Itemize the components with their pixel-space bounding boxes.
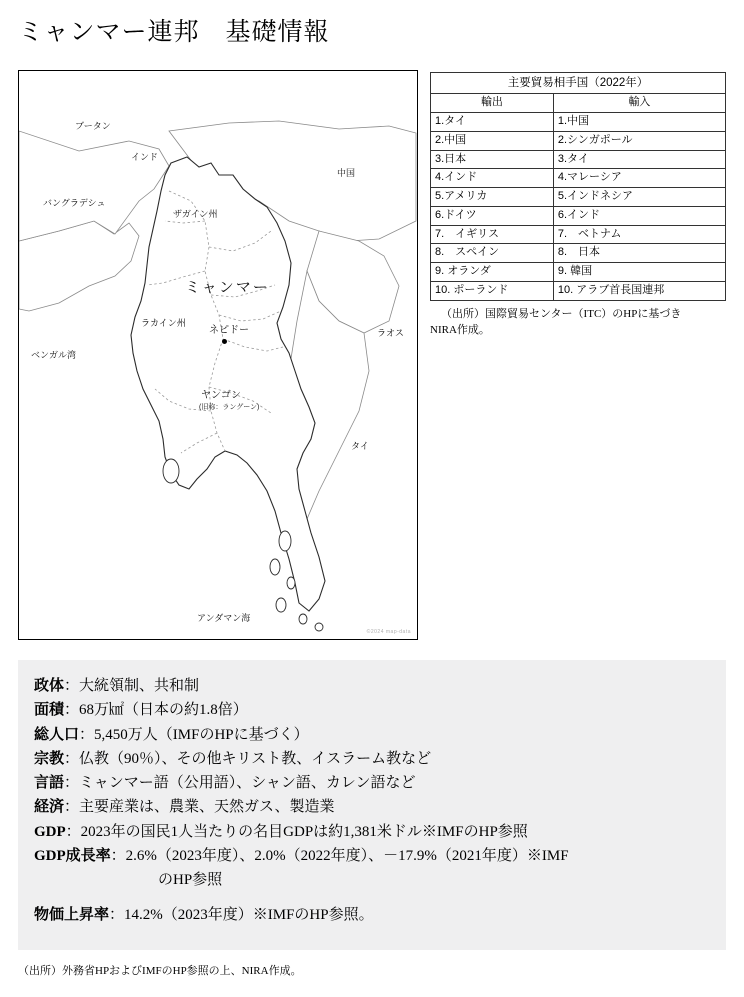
map-label-andaman-sea: アンダマン海	[197, 613, 251, 623]
map-label-laos: ラオス	[377, 328, 404, 338]
trade-source-line1: （出所）国際貿易センター（ITC）のHPに基づき	[441, 307, 682, 320]
import-rank-3: 3.タイ	[553, 150, 725, 169]
fact-gdp-growth	[34, 844, 710, 868]
table-row	[431, 206, 726, 225]
fact-gdp-growth-continuation: のHP参照	[158, 872, 223, 889]
fact-value: ：5,450万人（IMFのHPに基づく）	[79, 726, 309, 743]
import-rank-1: 1.中国	[553, 113, 725, 132]
page-title: ミャンマー連邦 基礎情報	[18, 19, 330, 46]
fact-value: ：大統領制、共和制	[64, 678, 200, 694]
import-rank-7: 7. ベトナム	[553, 225, 725, 244]
map-label-bengal-bay: ベンガル湾	[31, 350, 77, 360]
import-rank-10: 10. アラブ首長国連邦	[553, 281, 725, 300]
import-rank-9: 9. 韓国	[553, 263, 725, 282]
map-label-bangladesh: バングラデシュ	[43, 198, 106, 208]
fact-gdp	[34, 820, 710, 844]
fact-経済	[34, 795, 710, 819]
map-graphic	[19, 71, 417, 639]
fact-value: ：68万㎢（日本の約1.8倍）	[64, 702, 248, 719]
table-row	[431, 113, 726, 132]
import-rank-8: 8. 日本	[553, 244, 725, 263]
capital-marker	[222, 339, 227, 344]
fact-value: ：14.2%（2023年度）※IMFのHP参照。	[109, 906, 374, 923]
fact-value: ：2023年の国民1人当たりの名目GDPは約1,381米ドル※IMFのHP参照	[65, 823, 528, 840]
import-rank-5: 5.インドネシア	[553, 188, 725, 207]
table-row	[431, 225, 726, 244]
fact-value: ：仏教（90％）、その他キリスト教、イスラーム教など	[64, 750, 432, 767]
map-label-myanmar: ミャンマー	[185, 280, 270, 296]
fact-value: ：主要産業は、農業、天然ガス、製造業	[64, 799, 335, 816]
fact-key: 言語	[34, 775, 65, 792]
map-credit: ©2024 map-data	[366, 629, 411, 635]
map-label-sagaing: ザガイン州	[173, 209, 218, 219]
facts-footnote: （出所）外務省HPおよびIMFのHP参照の上、NIRA作成。	[18, 965, 302, 977]
trade-column-export: 輸出	[431, 94, 554, 113]
map-label-thailand: タイ	[351, 441, 369, 451]
trade-partners-table	[430, 72, 726, 301]
fact-言語	[34, 771, 710, 795]
fact-value: ：2.6%（2023年度）、2.0%（2022年度）、－17.9%（2021年度）※IMF	[110, 848, 569, 865]
export-rank-6: 6.ドイツ	[431, 206, 554, 225]
fact-総人口	[34, 723, 710, 747]
fact-key: GDP成長率	[34, 848, 111, 865]
fact-inflation	[34, 903, 710, 927]
country-facts-panel	[18, 660, 726, 950]
fact-key: 面積	[34, 702, 65, 719]
trade-source-line2: NIRA作成。	[430, 324, 490, 337]
export-rank-4: 4.インド	[431, 169, 554, 188]
export-rank-7: 7. イギリス	[431, 225, 554, 244]
map-figure	[18, 70, 418, 640]
fact-key: 経済	[34, 799, 65, 816]
trade-partners-section	[430, 72, 726, 339]
fact-政体	[34, 674, 710, 698]
fact-value: ：ミャンマー語（公用語）、シャン語、カレン語など	[64, 775, 416, 792]
export-rank-2: 2.中国	[431, 131, 554, 150]
map-label-yangon: ヤンゴン	[201, 390, 241, 401]
trade-table-title: 主要貿易相手国（2022年）	[431, 73, 726, 94]
export-rank-9: 9. オランダ	[431, 263, 554, 282]
table-row	[431, 169, 726, 188]
fact-面積	[34, 698, 710, 722]
fact-key: GDP	[34, 823, 66, 840]
table-row	[431, 188, 726, 207]
import-rank-2: 2.シンガポール	[553, 131, 725, 150]
import-rank-6: 6.インド	[553, 206, 725, 225]
export-rank-1: 1.タイ	[431, 113, 554, 132]
fact-key: 政体	[34, 678, 65, 694]
table-row	[431, 263, 726, 282]
export-rank-8: 8. スペイン	[431, 244, 554, 263]
export-rank-5: 5.アメリカ	[431, 188, 554, 207]
fact-key: 宗教	[34, 750, 65, 767]
import-rank-4: 4.マレーシア	[553, 169, 725, 188]
table-row	[431, 131, 726, 150]
map-label-rakhine: ラカイン州	[141, 318, 186, 328]
map-label-china: 中国	[337, 168, 356, 178]
fact-宗教	[34, 747, 710, 771]
map-label-yangon-former: (旧称：ラングーン)	[199, 404, 260, 411]
fact-key: 総人口	[34, 726, 80, 743]
trade-column-import: 輸入	[553, 94, 725, 113]
fact-key: 物価上昇率	[34, 906, 110, 923]
map-label-naypyidaw: ネピドー	[209, 325, 249, 336]
map-label-bhutan: ブータン	[75, 121, 111, 131]
export-rank-3: 3.日本	[431, 150, 554, 169]
table-row	[431, 150, 726, 169]
table-row	[431, 281, 726, 300]
trade-source-note	[430, 306, 726, 339]
table-row	[431, 244, 726, 263]
export-rank-10: 10. ポーランド	[431, 281, 554, 300]
map-label-india: インド	[131, 152, 159, 162]
